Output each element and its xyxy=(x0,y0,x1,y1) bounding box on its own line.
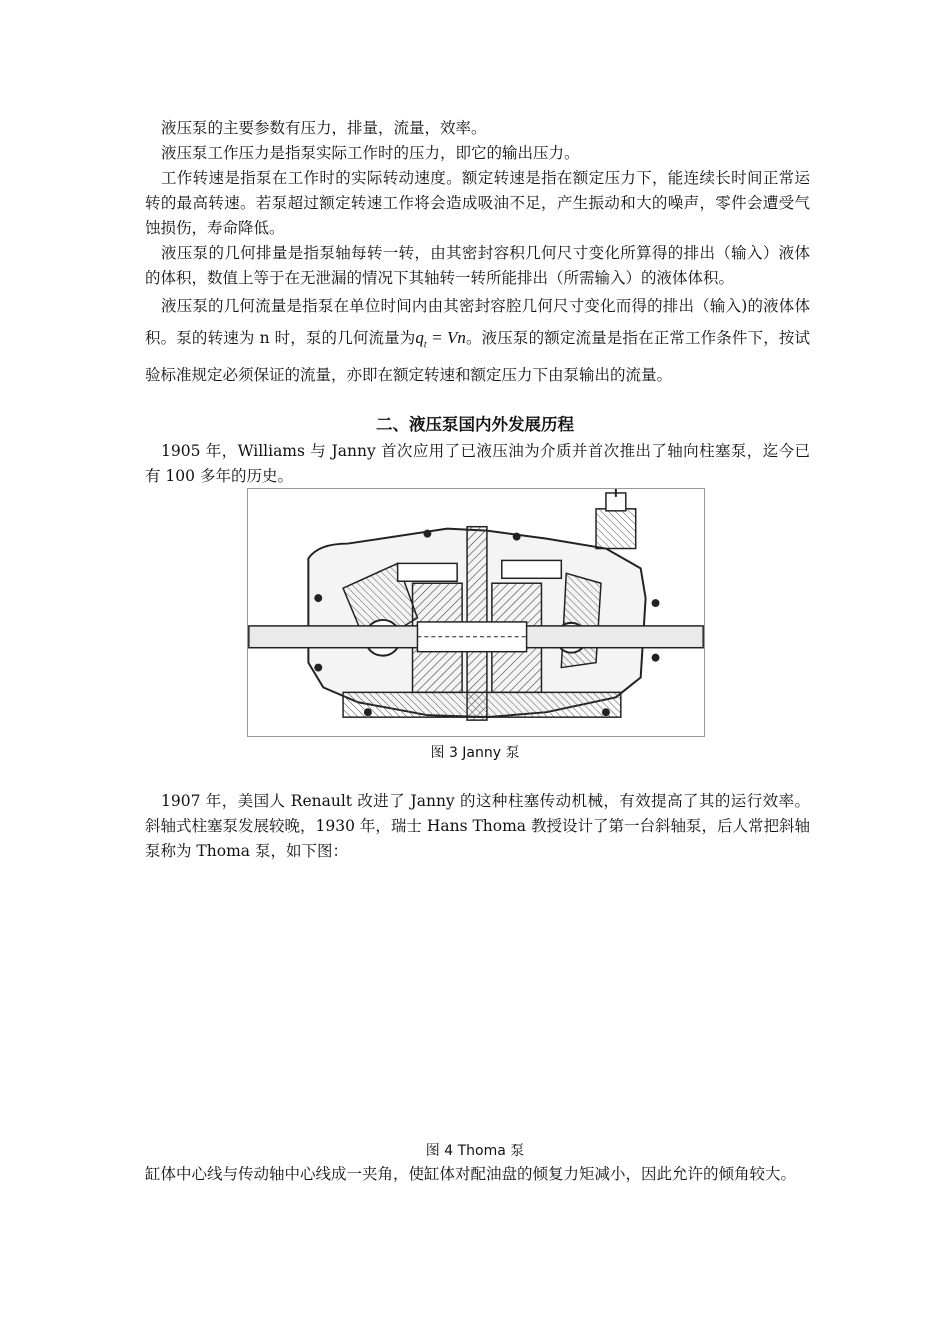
formula-sub-t: t xyxy=(423,339,427,351)
paragraph-history-1905: 1905 年，Williams 与 Janny 首次应用了已液压油为介质并首次推出了轴向柱塞泵，迄今已有 100 多年的历史。 xyxy=(145,442,810,485)
paragraph-displacement: 液压泵的几何排量是指泵轴每转一转，由其密封容积几何尺寸变化所算得的排出（输入）液体的体积，数值上等于在无泄漏的情况下其轴转一转所能排出（所需输入）的液体体积。 xyxy=(145,244,810,287)
janny-pump-figure xyxy=(247,488,705,737)
formula-rest: = Vn xyxy=(426,328,466,347)
figure-4-caption: 图 4 Thoma 泵 xyxy=(425,1143,525,1159)
paragraph-working-pressure: 液压泵工作压力是指泵实际工作时的压力，即它的输出压力。 xyxy=(161,144,580,162)
paragraph-history-1907: 1907 年，美国人 Renault 改进了 Janny 的这种柱塞传动机械，有效提高了其的运行效率。斜轴式柱塞泵发展较晚，1930 年，瑞士 Hans Thoma 教授设计了第一台斜轴泵，后人常把斜轴泵称为 Thoma 泵，如下图： xyxy=(145,792,810,860)
formula-q: q xyxy=(415,328,424,347)
paragraph-flow-rate xyxy=(145,291,810,391)
figure-3-caption: 图 3 Janny 泵 xyxy=(430,745,520,761)
paragraph-rotational-speed: 工作转速是指泵在工作时的实际转动速度。额定转速是指在额定压力下，能连续长时间正常运转的最高转速。若泵超过额定转速工作将会造成吸油不足，产生振动和大的噪声，零件会遭受气蚀损伤，寿命降低。 xyxy=(145,169,810,237)
paragraph-cylinder-angle: 缸体中心线与传动轴中心线成一夹角，使缸体对配油盘的倾复力矩减小，因此允许的倾角较大。 xyxy=(145,1165,797,1183)
flow-rate-text-b: 。液压泵的额定流量是指在正常工作条件下，按试验标准规定必须保证的流量，亦即在额定转速和额定压力下由泵输出的流量。 xyxy=(145,329,811,385)
flow-rate-text-a: 液压泵的几何流量是指泵在单位时间内由其密封容腔几何尺寸变化而得的排出（输入)的液体体积。泵的转速为 n 时，泵的几何流量为 xyxy=(145,297,810,347)
paragraph-main-parameters: 液压泵的主要参数有压力，排量，流量，效率。 xyxy=(161,119,487,137)
flow-formula xyxy=(415,328,466,351)
section-heading: 二、液压泵国内外发展历程 xyxy=(376,415,574,434)
janny-pump-drawing xyxy=(248,489,704,736)
